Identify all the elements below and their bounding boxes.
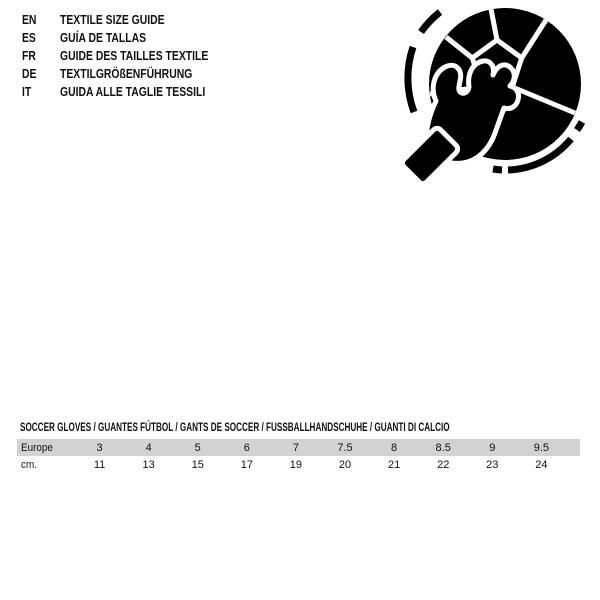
size-row-europe [17,439,580,456]
size-value: 3 [96,441,103,454]
size-value: 23 [486,458,499,471]
size-value: 9.5 [533,441,550,454]
size-row-cm [17,456,580,473]
size-value: 8 [391,441,398,454]
list-item [22,64,245,82]
language-code: FR [22,47,36,63]
size-value: 13 [142,458,155,471]
size-value: 15 [191,458,204,471]
size-value: 7.5 [337,441,353,454]
size-value: 9 [489,441,496,454]
language-code: IT [22,83,32,99]
guide-label: TEXTILGRÖßENFÜHRUNG [60,65,193,81]
guide-label: TEXTILE SIZE GUIDE [60,11,165,27]
list-item [22,46,245,64]
row-label: Europe [21,441,53,454]
language-code: DE [22,65,37,81]
guide-label: GUÍA DE TALLAS [60,29,147,45]
size-value: 7 [292,441,299,454]
size-table [17,439,580,473]
language-guide-list [22,10,245,100]
size-value: 20 [338,458,352,471]
list-item [22,10,245,28]
list-item [22,28,245,46]
guide-label: GUIDE DES TAILLES TEXTILE [60,47,209,63]
size-value: 8.5 [435,441,451,454]
size-value: 21 [387,458,401,471]
size-value: 22 [437,458,450,471]
size-value: 17 [240,458,253,471]
row-label: cm. [21,458,37,471]
size-value: 4 [145,441,152,454]
size-value: 24 [535,458,548,471]
goalkeeper-glove-ball-icon [398,0,586,192]
language-code: EN [22,11,37,27]
size-value: 5 [194,441,201,454]
size-value: 11 [93,458,106,471]
size-table-title: SOCCER GLOVES / GUANTES FÚTBOL / GANTS DE SOCCER / FUSSBALLHANDSCHUHE / GUANTI DI CALCIO [20,420,450,434]
list-item [22,82,245,100]
goalkeeper-glove-ball-svg [398,0,586,192]
size-value: 19 [289,458,303,471]
guide-label: GUIDA ALLE TAGLIE TESSILI [60,83,206,99]
size-value: 6 [243,441,250,454]
language-code: ES [22,29,36,45]
